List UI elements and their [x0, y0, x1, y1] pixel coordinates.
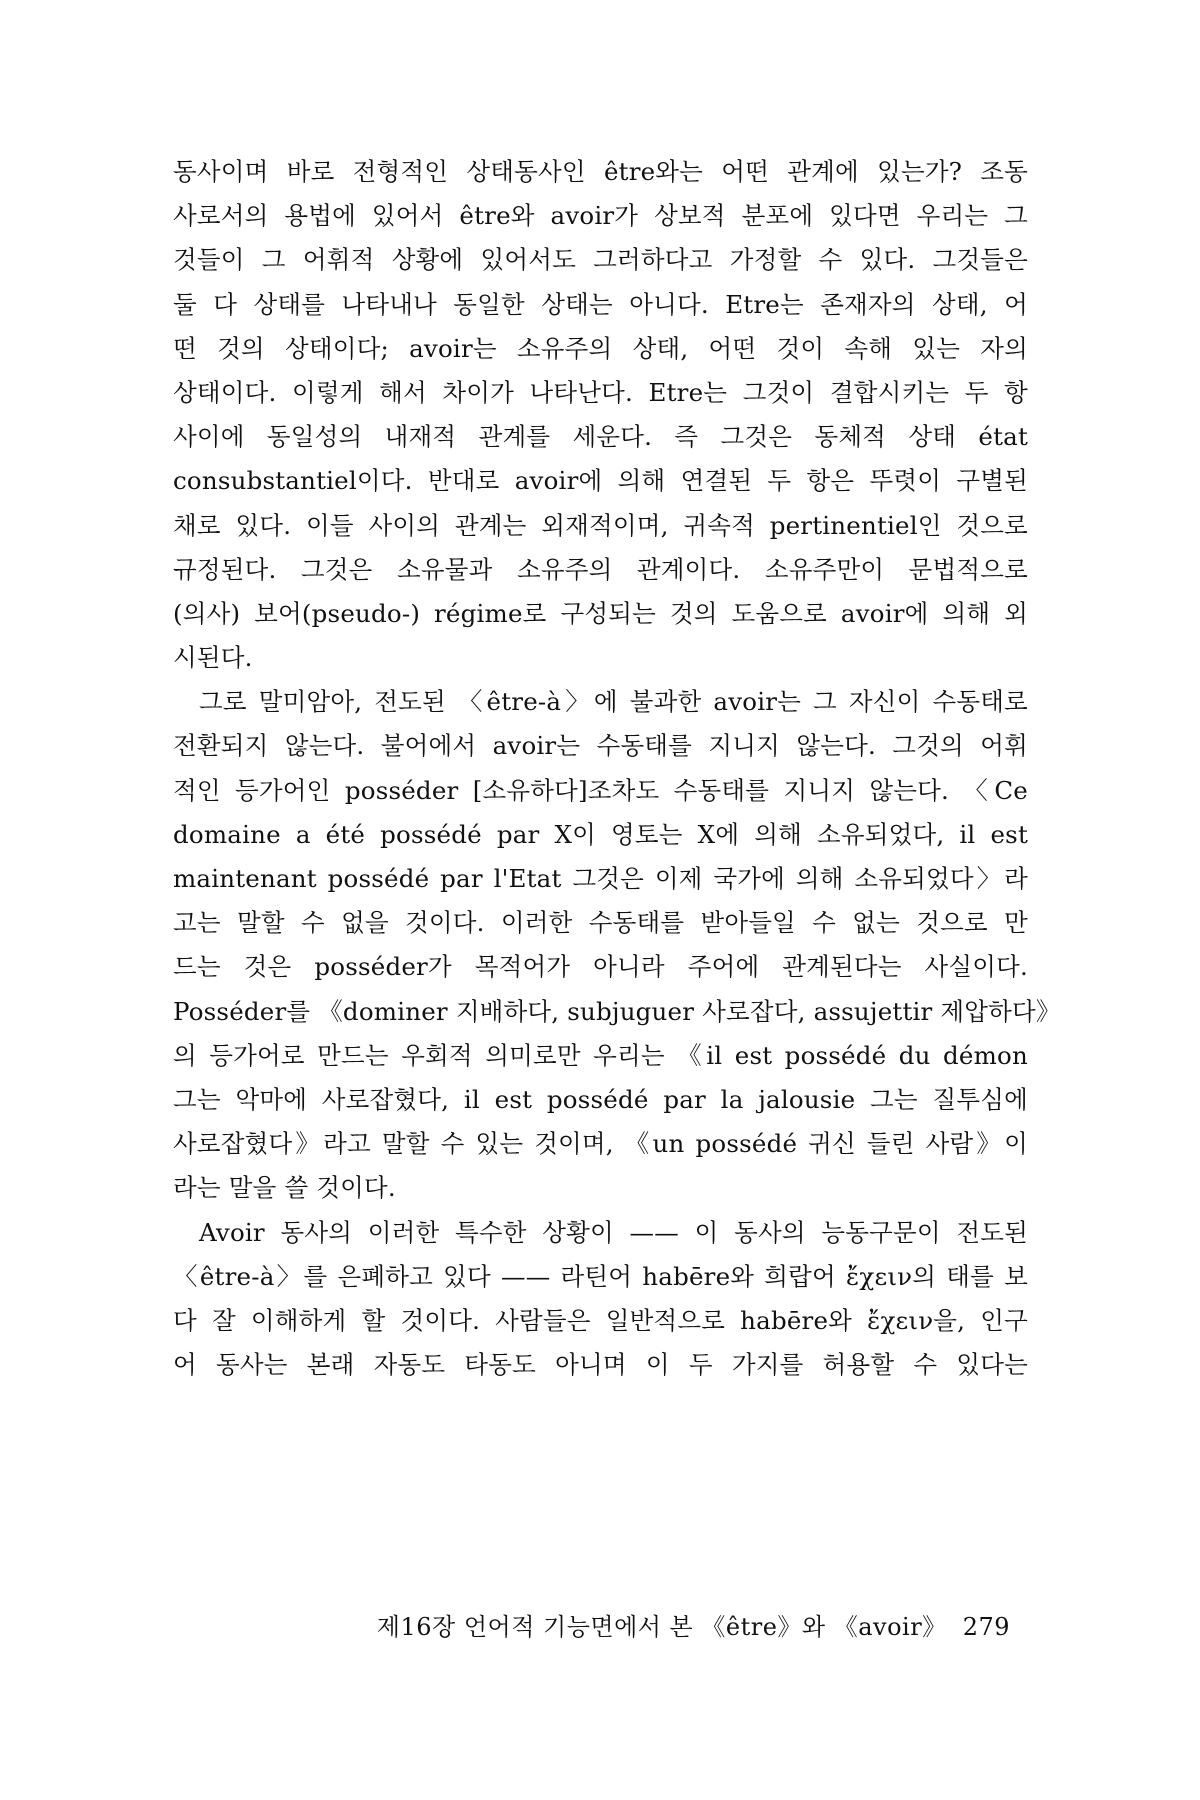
text-line: 어 동사는 본래 자동도 타동도 아니며 이 두 가지를 허용할 수 있다는	[173, 1350, 1028, 1380]
text-line: domaine a été possédé par X이 영토는 X에 의해 소유되었다, il est	[173, 819, 1028, 849]
text-line: 의 등가어로 만드는 우회적 의미로만 우리는 《il est possédé du démon	[173, 1040, 1028, 1070]
running-head: 제16장 언어적 기능면에서 본 《être》와 《avoir》	[376, 1613, 947, 1641]
text-line: 그는 악마에 사로잡혔다, il est possédé par la jalousie 그는 질투심에	[173, 1084, 1028, 1114]
text-line: (의사) 보어(pseudo-) régime로 구성되는 것의 도움으로 avoir에 의해 외	[173, 598, 1028, 628]
text-line: 〈être-à〉를 은폐하고 있다 —— 라틴어 habēre와 희랍어 ἔχειν의 태를 보	[173, 1261, 1028, 1291]
text-line: 사이에 동일성의 내재적 관계를 세운다. 즉 그것은 동체적 상태 état	[173, 422, 1028, 452]
text-line: 드는 것은 posséder가 목적어가 아니라 주어에 관계된다는 사실이다.	[173, 952, 1028, 982]
page-number: 279	[962, 1613, 1010, 1641]
text-line: Avoir 동사의 이러한 특수한 상황이 —— 이 동사의 능동구문이 전도된	[199, 1217, 1028, 1247]
text-line: 전환되지 않는다. 불어에서 avoir는 수동태를 지니지 않는다. 그것의 어휘	[173, 731, 1028, 761]
text-line: 사로서의 용법에 있어서 être와 avoir가 상보적 분포에 있다면 우리는 그	[173, 201, 1028, 231]
text-line: 떤 것의 상태이다; avoir는 소유주의 상태, 어떤 것이 속해 있는 자의	[173, 333, 1028, 363]
text-line: 동사이며 바로 전형적인 상태동사인 être와는 어떤 관계에 있는가? 조동	[173, 157, 1028, 186]
text-line: 둘 다 상태를 나타내나 동일한 상태는 아니다. Etre는 존재자의 상태, 어	[173, 289, 1028, 319]
text-line: Posséder를 《dominer 지배하다, subjuguer 사로잡다, assujettir 제압하다》	[173, 996, 1061, 1026]
page-footer	[360, 1607, 1010, 1642]
text-line: 그로 말미암아, 전도된 〈être-à〉에 불과한 avoir는 그 자신이 수동태로	[199, 687, 1028, 717]
text-line: 고는 말할 수 없을 것이다. 이러한 수동태를 받아들일 수 없는 것으로 만	[173, 908, 1028, 938]
text-line: 규정된다. 그것은 소유물과 소유주의 관계이다. 소유주만이 문법적으로	[173, 554, 1028, 584]
text-line: 채로 있다. 이들 사이의 관계는 외재적이며, 귀속적 pertinentiel인 것으로	[173, 510, 1028, 540]
text-line: 것들이 그 어휘적 상황에 있어서도 그러하다고 가정할 수 있다. 그것들은	[173, 245, 1028, 275]
text-line: 사로잡혔다》라고 말할 수 있는 것이며, 《un possédé 귀신 들린 사람》이	[173, 1129, 1028, 1159]
text-line: consubstantiel이다. 반대로 avoir에 의해 연결된 두 항은 뚜렷이 구별된	[173, 466, 1028, 496]
text-line: 상태이다. 이렇게 해서 차이가 나타난다. Etre는 그것이 결합시키는 두 항	[173, 377, 1028, 407]
body-text	[173, 150, 1061, 1387]
text-line: 시된다.	[173, 643, 253, 673]
text-line: 다 잘 이해하게 할 것이다. 사람들은 일반적으로 habēre와 ἔχειν을, 인구	[173, 1305, 1028, 1335]
text-line: maintenant possédé par l'Etat 그것은 이제 국가에 의해 소유되었다〉라	[173, 864, 1028, 893]
text-line: 적인 등가어인 posséder [소유하다]조차도 수동태를 지니지 않는다. 〈Ce	[173, 775, 1028, 805]
text-line: 라는 말을 쓸 것이다.	[173, 1173, 396, 1203]
